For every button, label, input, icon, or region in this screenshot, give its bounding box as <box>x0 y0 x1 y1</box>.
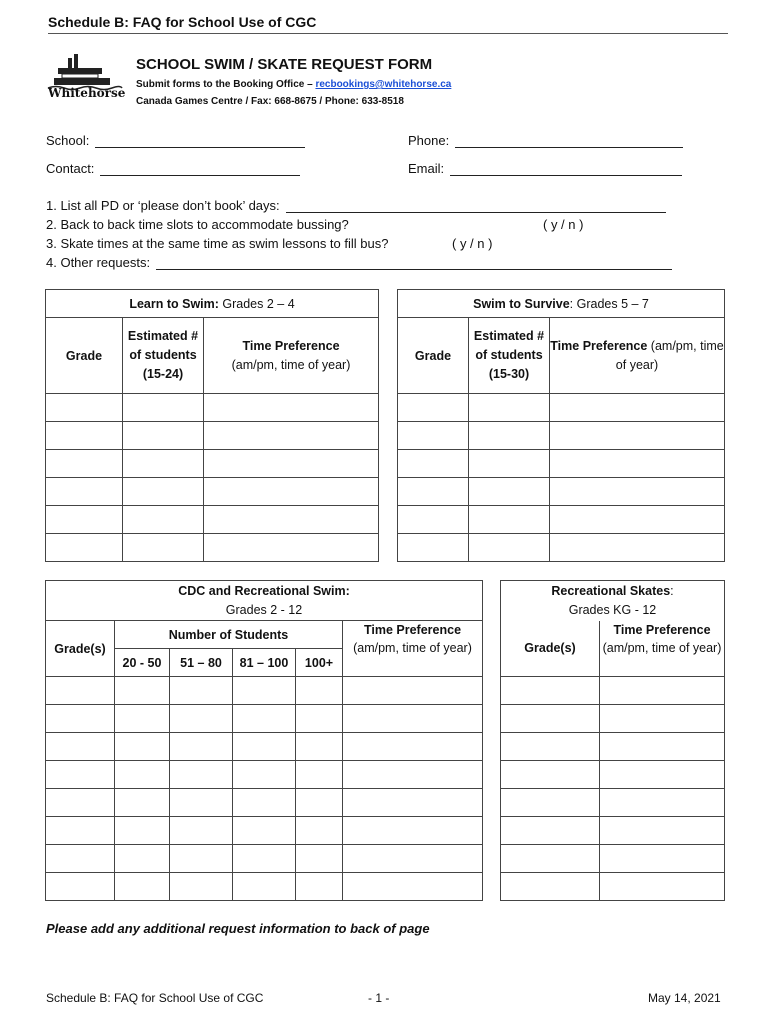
cdc-cell[interactable] <box>343 845 483 873</box>
cdc-range-51-80: 51 – 80 <box>170 649 233 677</box>
cdc-cell[interactable] <box>46 677 115 705</box>
sts-cell[interactable] <box>469 422 550 450</box>
rec-skates-title-rest: Grades KG - 12 <box>568 602 657 617</box>
rec-skates-cell[interactable] <box>501 789 600 817</box>
cdc-cell[interactable] <box>233 705 296 733</box>
email-label: Email: <box>408 161 445 176</box>
cdc-cell[interactable] <box>343 817 483 845</box>
sts-time-header-rest: (am/pm, time of year) <box>615 338 724 372</box>
phone-label: Phone: <box>408 133 450 148</box>
contact-label: Contact: <box>46 161 95 176</box>
cdc-cell[interactable] <box>115 733 170 761</box>
sts-title-rest: : Grades 5 – 7 <box>569 296 649 311</box>
sts-cell[interactable] <box>398 478 469 506</box>
rec-skates-cell[interactable] <box>600 845 725 873</box>
page-header: Schedule B: FAQ for School Use of CGC <box>48 14 728 34</box>
cdc-cell[interactable] <box>115 845 170 873</box>
sts-cell[interactable] <box>469 534 550 562</box>
sts-cell[interactable] <box>550 478 725 506</box>
cdc-cell[interactable] <box>115 705 170 733</box>
cdc-cell[interactable] <box>115 761 170 789</box>
cdc-time-header <box>343 621 483 677</box>
cdc-cell[interactable] <box>170 873 233 901</box>
sts-cell[interactable] <box>469 506 550 534</box>
cdc-cell[interactable] <box>343 873 483 901</box>
cdc-cell[interactable] <box>343 733 483 761</box>
cdc-cell[interactable] <box>233 845 296 873</box>
lts-cell[interactable] <box>204 422 379 450</box>
cdc-cell[interactable] <box>46 845 115 873</box>
cdc-recreational-swim-table <box>45 580 483 901</box>
logo-text: Whitehorse <box>48 86 126 100</box>
rec-skates-cell[interactable] <box>501 817 600 845</box>
footer-left: Schedule B: FAQ for School Use of CGC <box>46 991 264 1005</box>
rec-skates-title-bold: Recreational Skates <box>551 583 671 598</box>
cdc-cell[interactable] <box>233 761 296 789</box>
cdc-cell[interactable] <box>296 677 343 705</box>
school-field <box>46 133 305 148</box>
submit-prefix: Submit forms to the Booking Office – <box>136 79 316 90</box>
cdc-cell[interactable] <box>296 817 343 845</box>
lts-time-header <box>204 318 379 394</box>
lts-cell[interactable] <box>46 478 123 506</box>
cdc-cell[interactable] <box>233 873 296 901</box>
cdc-cell[interactable] <box>170 761 233 789</box>
question-1-text: 1. List all PD or ‘please don’t book’ days: <box>46 198 280 213</box>
lts-cell[interactable] <box>123 422 204 450</box>
cdc-cell[interactable] <box>46 733 115 761</box>
recreational-skates-table <box>500 580 725 901</box>
rec-skates-cell[interactable] <box>600 677 725 705</box>
sts-cell[interactable] <box>550 450 725 478</box>
email-field <box>408 161 682 176</box>
cdc-cell[interactable] <box>296 705 343 733</box>
sts-cell[interactable] <box>398 394 469 422</box>
cdc-time-header-rest: (am/pm, time of year) <box>353 641 472 655</box>
cdc-cell[interactable] <box>115 817 170 845</box>
cdc-cell[interactable] <box>233 733 296 761</box>
footer-page-number: - 1 - <box>368 991 390 1005</box>
submit-instructions <box>136 79 451 90</box>
footer-date: May 14, 2021 <box>648 991 721 1005</box>
lts-cell[interactable] <box>46 394 123 422</box>
sts-cell[interactable] <box>469 478 550 506</box>
sts-grade-header: Grade <box>398 318 469 394</box>
cdc-cell[interactable] <box>170 789 233 817</box>
cdc-range-20-50: 20 - 50 <box>115 649 170 677</box>
additional-info-note: Please add any additional request information to back of page <box>46 921 430 936</box>
cdc-cell[interactable] <box>296 873 343 901</box>
swim-to-survive-title <box>398 290 725 318</box>
cdc-cell[interactable] <box>115 873 170 901</box>
rec-skates-grades-header: Grade(s) <box>501 621 600 677</box>
rec-skates-time-header <box>600 621 725 677</box>
rec-skates-cell[interactable] <box>600 873 725 901</box>
sts-cell[interactable] <box>398 422 469 450</box>
learn-to-swim-table <box>45 289 379 562</box>
cdc-cell[interactable] <box>46 761 115 789</box>
sts-cell[interactable] <box>550 394 725 422</box>
form-title: SCHOOL SWIM / SKATE REQUEST FORM <box>136 56 433 73</box>
lts-cell[interactable] <box>123 534 204 562</box>
cdc-cell[interactable] <box>343 761 483 789</box>
rec-skates-cell[interactable] <box>501 873 600 901</box>
sts-cell[interactable] <box>398 450 469 478</box>
cdc-cell[interactable] <box>343 705 483 733</box>
lts-cell[interactable] <box>123 478 204 506</box>
rec-skates-cell[interactable] <box>501 677 600 705</box>
cdc-title-rest: Grades 2 - 12 <box>225 602 303 617</box>
pd-days-input[interactable] <box>286 198 666 213</box>
rec-skates-cell[interactable] <box>600 761 725 789</box>
lts-time-header-bold: Time Preference <box>242 338 340 353</box>
cdc-title <box>46 581 483 621</box>
rec-skates-cell[interactable] <box>600 817 725 845</box>
cdc-cell[interactable] <box>233 817 296 845</box>
question-2-text: 2. Back to back time slots to accommodate bussing? <box>46 217 349 232</box>
lts-cell[interactable] <box>204 506 379 534</box>
learn-to-swim-title <box>46 290 379 318</box>
cdc-cell[interactable] <box>170 705 233 733</box>
whitehorse-logo <box>46 52 124 104</box>
lts-cell[interactable] <box>123 506 204 534</box>
question-2-yes-no[interactable]: ( y / n ) <box>543 217 584 232</box>
swim-to-survive-table <box>397 289 725 562</box>
question-4-text: 4. Other requests: <box>46 255 151 270</box>
lts-estimated-header: Estimated # of students (15-24) <box>123 318 204 394</box>
sts-estimated-header: Estimated # of students (15-30) <box>469 318 550 394</box>
email-link[interactable]: recbookings@whitehorse.ca <box>315 79 452 90</box>
cdc-cell[interactable] <box>296 733 343 761</box>
email-input[interactable] <box>450 161 682 176</box>
rec-skates-cell[interactable] <box>501 845 600 873</box>
sts-cell[interactable] <box>550 534 725 562</box>
sts-cell[interactable] <box>398 534 469 562</box>
phone-field <box>408 133 683 148</box>
cdc-time-header-bold: Time Preference <box>363 623 462 637</box>
rec-skates-cell[interactable] <box>501 705 600 733</box>
school-label: School: <box>46 133 90 148</box>
cdc-cell[interactable] <box>170 733 233 761</box>
question-4 <box>46 255 672 270</box>
school-input[interactable] <box>95 133 305 148</box>
sts-cell[interactable] <box>398 506 469 534</box>
cdc-cell[interactable] <box>233 677 296 705</box>
cdc-cell[interactable] <box>46 705 115 733</box>
lts-time-header-rest: (am/pm, time of year) <box>231 357 351 372</box>
rec-skates-cell[interactable] <box>501 733 600 761</box>
cdc-cell[interactable] <box>343 677 483 705</box>
cdc-cell[interactable] <box>233 789 296 817</box>
cdc-range-100-plus: 100+ <box>296 649 343 677</box>
lts-cell[interactable] <box>204 534 379 562</box>
lts-cell[interactable] <box>46 534 123 562</box>
question-3-yes-no[interactable]: ( y / n ) <box>452 236 493 251</box>
contact-field <box>46 161 300 176</box>
cdc-cell[interactable] <box>296 845 343 873</box>
cdc-cell[interactable] <box>170 817 233 845</box>
lts-cell[interactable] <box>123 450 204 478</box>
cdc-number-header: Number of Students <box>115 621 343 649</box>
rec-skates-title: Recreational Skates: Grades KG - 12 <box>501 581 725 621</box>
cdc-range-81-100: 81 – 100 <box>233 649 296 677</box>
lts-cell[interactable] <box>46 422 123 450</box>
lts-cell[interactable] <box>46 450 123 478</box>
rec-skates-cell[interactable] <box>600 789 725 817</box>
sts-cell[interactable] <box>550 506 725 534</box>
cdc-cell[interactable] <box>170 677 233 705</box>
sts-cell[interactable] <box>469 394 550 422</box>
rec-skates-time-header-rest: (am/pm, time of year) <box>602 640 722 655</box>
sts-title-bold: Swim to Survive <box>473 296 570 311</box>
other-requests-input[interactable] <box>156 255 672 270</box>
cdc-cell[interactable] <box>343 789 483 817</box>
question-1 <box>46 198 666 213</box>
rec-skates-cell[interactable] <box>600 705 725 733</box>
learn-to-swim-title-rest: Grades 2 – 4 <box>218 296 295 311</box>
learn-to-swim-title-bold: Learn to Swim: <box>129 296 219 311</box>
contact-line: Canada Games Centre / Fax: 668-8675 / Phone: 633-8518 <box>136 96 404 107</box>
lts-cell[interactable] <box>46 506 123 534</box>
rec-skates-cell[interactable] <box>600 733 725 761</box>
sts-time-header <box>550 318 725 394</box>
lts-cell[interactable] <box>204 394 379 422</box>
cdc-cell[interactable] <box>46 789 115 817</box>
sts-time-header-bold: Time Preference <box>550 338 648 353</box>
rec-skates-time-header-bold: Time Preference <box>613 622 711 637</box>
lts-grade-header: Grade <box>46 318 123 394</box>
cdc-cell[interactable] <box>46 873 115 901</box>
cdc-grades-header: Grade(s) <box>46 621 115 677</box>
cdc-cell[interactable] <box>115 677 170 705</box>
cdc-cell[interactable] <box>296 761 343 789</box>
cdc-cell[interactable] <box>170 845 233 873</box>
cdc-cell[interactable] <box>46 817 115 845</box>
contact-input[interactable] <box>100 161 300 176</box>
cdc-cell[interactable] <box>296 789 343 817</box>
sts-cell[interactable] <box>550 422 725 450</box>
cdc-title-bold: CDC and Recreational Swim: <box>178 583 350 598</box>
sts-cell[interactable] <box>469 450 550 478</box>
phone-input[interactable] <box>455 133 683 148</box>
lts-cell[interactable] <box>204 478 379 506</box>
rec-skates-cell[interactable] <box>501 761 600 789</box>
lts-cell[interactable] <box>204 450 379 478</box>
cdc-cell[interactable] <box>115 789 170 817</box>
question-3-text: 3. Skate times at the same time as swim lessons to fill bus? <box>46 236 389 251</box>
lts-cell[interactable] <box>123 394 204 422</box>
